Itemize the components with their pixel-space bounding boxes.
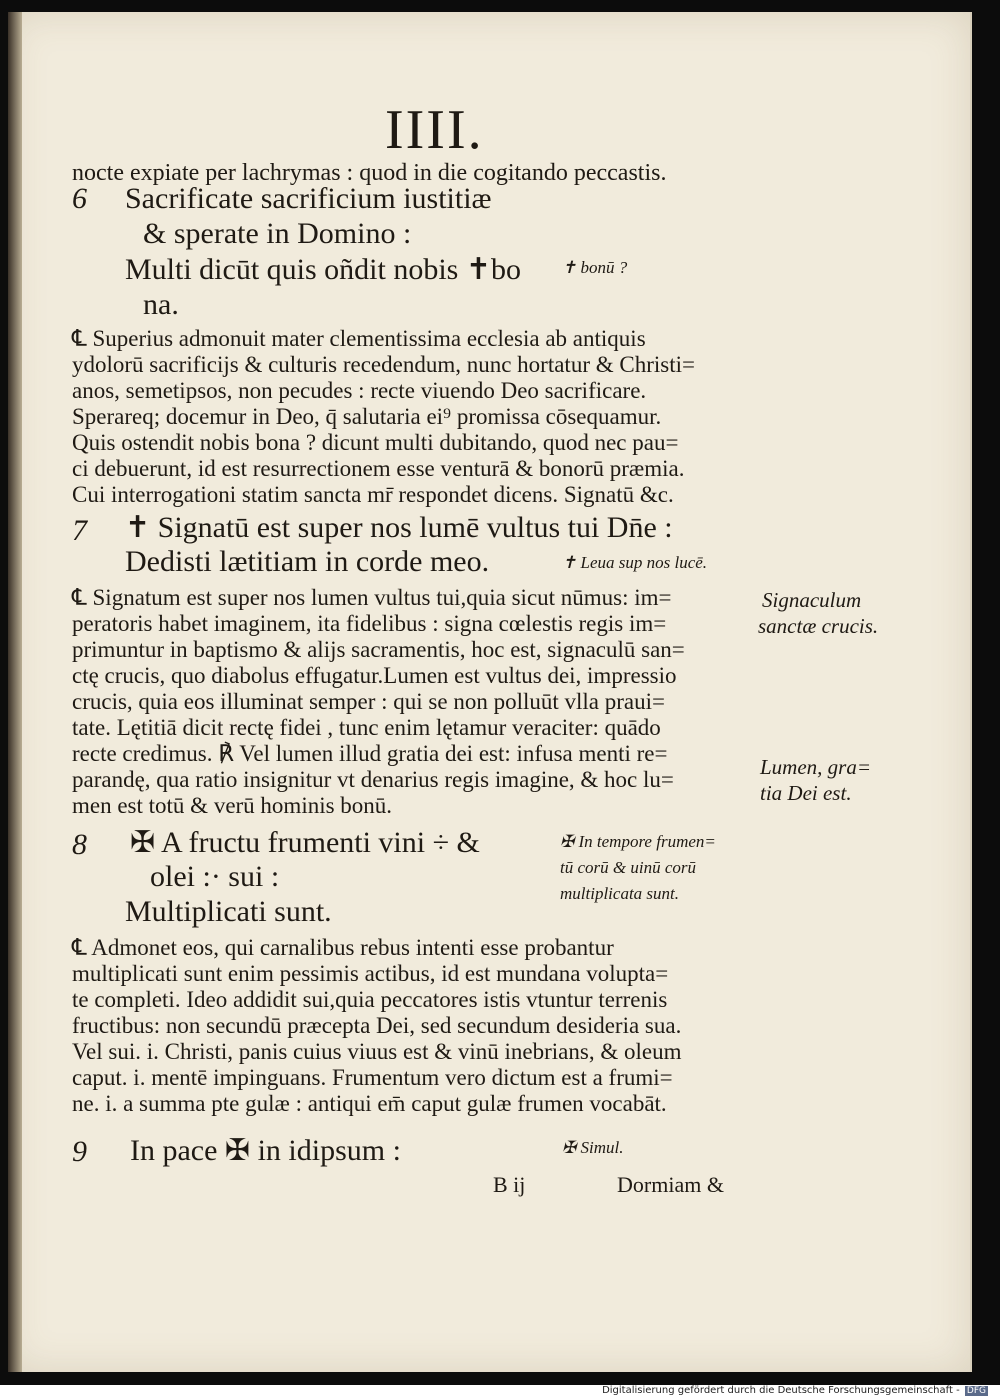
commentary-line: parandę, qua ratio insignitur vt denarius regis imagine, & hoc lu= bbox=[72, 767, 674, 792]
commentary-line: peratoris habet imaginem, ita fidelibus : signa cœlestis regis im= bbox=[72, 611, 667, 636]
interlinear-gloss: multiplicata sunt. bbox=[560, 884, 679, 903]
text-line: nocte expiate per lachrymas : quod in die cogitando peccastis. bbox=[72, 160, 667, 186]
signature-mark: B ij bbox=[493, 1172, 526, 1197]
commentary-line: ℄ Superius admonuit mater clementissima ecclesia ab antiquis bbox=[72, 326, 646, 351]
commentary-line: tate. Lętitiā dicit rectę fidei , tunc enim lętamur veraciter: quādo bbox=[72, 715, 661, 740]
commentary-line: ctę crucis, quo diabolus effugatur.Lumen est vultus dei, impressio bbox=[72, 663, 677, 688]
page-spine-shadow bbox=[8, 12, 22, 1372]
commentary-line: Quis ostendit nobis bona ? dicunt multi dubitando, quod nec pau= bbox=[72, 430, 679, 455]
margin-note: Lumen, gra= bbox=[760, 755, 872, 779]
commentary-line: men est totū & verū hominis bonū. bbox=[72, 793, 393, 818]
margin-note: tia Dei est. bbox=[760, 781, 852, 805]
interlinear-gloss: ✝ bonū ? bbox=[562, 258, 628, 277]
interlinear-gloss: ✠ Simul. bbox=[562, 1138, 624, 1157]
verse-number: 8 bbox=[72, 828, 87, 861]
dfg-logo: DFG bbox=[966, 1386, 986, 1396]
psalm-verse-line: Multiplicati sunt. bbox=[125, 895, 332, 928]
psalm-verse-line: na. bbox=[143, 288, 179, 321]
commentary-line: Vel sui. i. Christi, panis cuius viuus est & vinū inebrians, & oleum bbox=[72, 1039, 682, 1064]
commentary-line: ℄ Signatum est super nos lumen vultus tui,quia sicut nūmus: im= bbox=[72, 585, 672, 610]
psalm-verse-line: In pace ✠ in idipsum : bbox=[130, 1134, 401, 1167]
psalm-verse-line: Dedisti lætitiam in corde meo. bbox=[125, 545, 490, 578]
interlinear-gloss: tū corū & uinū corū bbox=[560, 858, 696, 877]
interlinear-gloss: ✝ Leua sup nos lucē. bbox=[562, 553, 708, 572]
commentary-line: ne. i. a summa pte gulæ : antiqui em̄ caput gulæ frumen vocabāt. bbox=[72, 1091, 667, 1116]
verse-number: 6 bbox=[72, 182, 87, 215]
commentary-line: Sperareq; docemur in Deo, q̄ salutaria ei⁹ promissa cōsequamur. bbox=[72, 404, 662, 429]
digitization-credit bbox=[602, 1385, 988, 1396]
margin-note: Signaculum bbox=[762, 588, 862, 612]
commentary-line: fructibus: non secundū præcepta Dei, sed secundum desideria sua. bbox=[72, 1013, 682, 1038]
verse-number: 9 bbox=[72, 1135, 87, 1168]
psalm-verse-line: ✝ Signatū est super nos lumē vultus tui Dn̄e : bbox=[125, 511, 673, 544]
commentary-line: recte credimus. ℟ Vel lumen illud gratia dei est: infusa menti re= bbox=[72, 741, 668, 766]
catchword: Dormiam & bbox=[617, 1172, 724, 1197]
commentary-line: multiplicati sunt enim pessimis actibus, id est mundana volupta= bbox=[72, 961, 669, 986]
commentary-line: anos, semetipsos, non pecudes : recte viuendo Deo sacrificare. bbox=[72, 378, 647, 403]
psalm-verse-line: olei :· sui : bbox=[150, 860, 280, 893]
credit-text: Digitalisierung gefördert durch die Deutsche Forschungsgemeinschaft - bbox=[602, 1385, 960, 1396]
commentary-line: ydolorū sacrificijs & culturis recedendum, nunc hortatur & Christi= bbox=[72, 352, 695, 377]
commentary-line: caput. i. mentē impinguans. Frumentum vero dictum est a frumi= bbox=[72, 1065, 673, 1090]
commentary-line: ci debuerunt, id est resurrectionem esse venturā & bonorū præmia. bbox=[72, 456, 685, 481]
psalm-verse-line: & sperate in Domino : bbox=[143, 217, 412, 250]
commentary-line: ℄ Admonet eos, qui carnalibus rebus intenti esse probantur bbox=[72, 935, 614, 960]
commentary-line: te completi. Ideo addidit sui,quia peccatores istis vtuntur terrenis bbox=[72, 987, 668, 1012]
psalm-verse-line: Multi dicūt quis oñdit nobis ✝bo bbox=[125, 253, 521, 286]
psalm-verse-line: Sacrificate sacrificium iustitiæ bbox=[125, 182, 492, 215]
commentary-line: crucis, quia eos illuminat semper : qui se non polluūt vlla praui= bbox=[72, 689, 665, 714]
verse-number: 7 bbox=[72, 514, 87, 547]
commentary-line: Cui interrogationi statim sancta mr̄ respondet dicens. Signatū &c. bbox=[72, 482, 674, 507]
folio-number: IIII. bbox=[385, 99, 484, 161]
psalm-verse-line: ✠ A fructu frumenti vini ÷ & bbox=[130, 826, 480, 859]
commentary-line: primuntur in baptismo & alijs sacramentis, hoc est, signaculū san= bbox=[72, 637, 685, 662]
margin-note: sanctæ crucis. bbox=[758, 614, 879, 638]
interlinear-gloss: ✠ In tempore frumen= bbox=[560, 832, 716, 851]
